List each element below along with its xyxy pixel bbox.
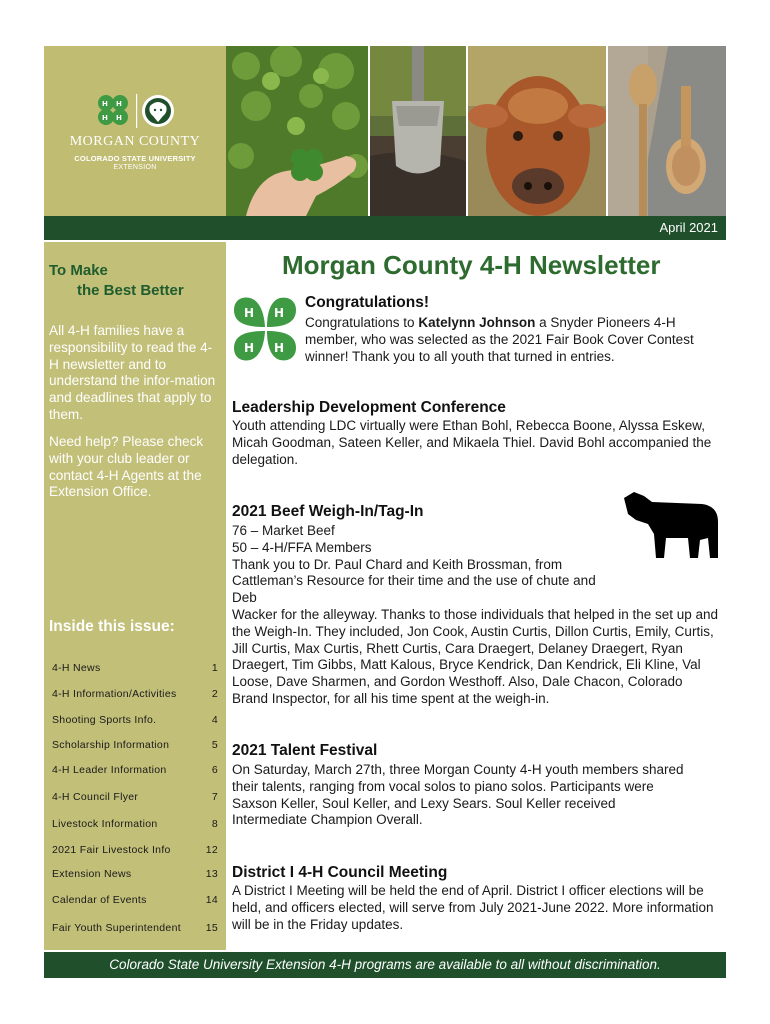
- congrats-heading: Congratulations!: [305, 294, 429, 311]
- toc-page: 7: [211, 791, 218, 803]
- toc-page: 8: [211, 818, 218, 830]
- inside-issue-title: Inside this issue:: [49, 618, 175, 635]
- svg-text:H: H: [102, 114, 108, 122]
- toc-page: 5: [211, 739, 218, 751]
- toc-label: Extension News: [52, 868, 132, 880]
- beef-thanks-text: Thank you to Dr. Paul Chard and Keith Brossman, from Cattleman’s Resource for their time and the use of chute and Deb: [232, 556, 596, 606]
- svg-text:H: H: [116, 100, 122, 108]
- svg-text:H: H: [244, 306, 255, 320]
- sidebar-responsibility-text: All 4-H families have a responsibility to read the 4-H newsletter and to understand the infor-mation and deadlines that apply to them.: [49, 323, 216, 422]
- toc-item[interactable]: [52, 818, 218, 836]
- toc-label: 2021 Fair Livestock Info: [52, 844, 171, 856]
- toc-item[interactable]: [52, 688, 218, 706]
- toc-label: Fair Youth Superintendent: [52, 922, 181, 934]
- district-heading: District I 4-H Council Meeting: [232, 864, 448, 881]
- beef-heading: 2021 Beef Weigh-In/Tag-In: [232, 503, 424, 520]
- toc-page: 4: [211, 714, 218, 726]
- calf-photo: [468, 46, 606, 216]
- clover-photo: [226, 46, 368, 216]
- sidebar: [44, 242, 226, 950]
- congrats-text-post: a Snyder Pioneers 4-H member, who was selected as the 2021 Fair Book Cover Contest winner! Thank you to all youth that turned in entries.: [305, 315, 694, 364]
- sidebar-heading-line2: the Best Better: [77, 282, 184, 299]
- svg-text:H: H: [102, 100, 108, 108]
- ldc-heading: Leadership Development Conference: [232, 399, 506, 416]
- toc-label: Calendar of Events: [52, 894, 147, 906]
- toc-page: 2: [211, 688, 218, 700]
- toc-item[interactable]: [52, 844, 218, 862]
- footer-bar: [44, 952, 726, 978]
- winner-name: Katelynn Johnson: [418, 315, 536, 330]
- date-bar: [44, 216, 726, 240]
- toc-label: 4-H Information/Activities: [52, 688, 177, 700]
- toc-label: 4-H Leader Information: [52, 764, 167, 776]
- congrats-text-pre: Congratulations to: [305, 315, 419, 330]
- morgan-county-logo: [44, 46, 226, 216]
- beef-text: [232, 523, 722, 708]
- toc-item[interactable]: [52, 739, 218, 757]
- org-university: COLORADO STATE UNIVERSITY: [74, 154, 196, 163]
- congrats-text: [305, 315, 725, 365]
- issue-date: April 2021: [659, 220, 718, 235]
- org-name: MORGAN COUNTY: [69, 134, 201, 149]
- svg-text:H: H: [274, 341, 285, 355]
- toc-page: 15: [205, 922, 218, 934]
- district-text: A District I Meeting will be held the end of April. District I officer elections will be held, and officers elected, will serve from July 2021-June 2022. More information will be in the Friday updates.: [232, 883, 714, 932]
- nondiscrimination-statement: Colorado State University Extension 4-H programs are available to all without discrimination.: [109, 957, 661, 972]
- toc-page: 13: [205, 868, 218, 880]
- ldc-text: Youth attending LDC virtually were Ethan Bohl, Rebecca Boone, Alyssa Eskew, Micah Goodman, Sateen Keller, and Mikaela Thiel. David Bohl accompanied the delegation.: [232, 418, 712, 467]
- toc-label: Livestock Information: [52, 818, 158, 830]
- talent-heading: 2021 Talent Festival: [232, 742, 378, 759]
- beef-member-count: 50 – 4-H/FFA Members: [232, 539, 372, 555]
- toc-item[interactable]: [52, 868, 218, 886]
- toc-item[interactable]: [52, 662, 218, 680]
- toc-label: 4-H Council Flyer: [52, 791, 139, 803]
- newsletter-title: Morgan County 4-H Newsletter: [282, 250, 661, 280]
- toc-page: 6: [211, 764, 218, 776]
- newsletter-header: [44, 46, 726, 216]
- clover-icon: [92, 92, 182, 132]
- sidebar-help-text: Need help? Please check with your club leader or contact 4-H Agents at the Extension Office.: [49, 434, 204, 500]
- beef-volunteers-text: Wacker for the alleyway. Thanks to those individuals that helped in the set up and the Weigh-In. They included, Jon Cook, Austin Curtis, Dillon Curtis, Emily, Curtis, Jill Curtis, Max Curtis, Rhett Curtis, Cara Draegert, Delaney Draegert, Ryan Draegert, Tim Gibbs, Matt Kalous, Bryce Kendrick, Dan Kendrick, Eli Kline, Val Loose, Dave Sharmen, and Gordon Westhoff. Also, Dale Chacon, Colorado Brand Inspector, for all his time spent at the weigh-in.: [232, 606, 719, 706]
- svg-text:H: H: [116, 114, 122, 122]
- shovel-photo: [370, 46, 466, 216]
- svg-text:H: H: [244, 341, 255, 355]
- sidebar-heading-line1: To Make: [49, 262, 108, 279]
- spoons-photo: [608, 46, 726, 216]
- toc-label: Shooting Sports Info.: [52, 714, 157, 726]
- sidebar-heading: [49, 261, 184, 301]
- beef-market-count: 76 – Market Beef: [232, 523, 335, 538]
- toc-label: Scholarship Information: [52, 739, 170, 751]
- org-extension: EXTENSION: [113, 164, 157, 171]
- toc-item[interactable]: [52, 894, 218, 912]
- toc-label: 4-H News: [52, 662, 101, 674]
- clover-icon: [228, 292, 302, 366]
- toc-item[interactable]: [52, 764, 218, 782]
- talent-text: On Saturday, March 27th, three Morgan County 4-H youth members shared their talents, ranging from vocal solos to piano solos. Participants were Saxson Keller, Soul Keller, and Lexy Sears. Soul Keller received Intermediate Champion Overall.: [232, 762, 684, 828]
- toc-page: 1: [211, 662, 218, 674]
- csu-ram-icon: [142, 95, 174, 127]
- svg-text:H: H: [274, 306, 285, 320]
- toc-page: 12: [205, 844, 218, 856]
- toc-item[interactable]: [52, 714, 218, 732]
- toc-item[interactable]: [52, 922, 218, 940]
- toc-page: 14: [205, 894, 218, 906]
- toc-item[interactable]: [52, 791, 218, 809]
